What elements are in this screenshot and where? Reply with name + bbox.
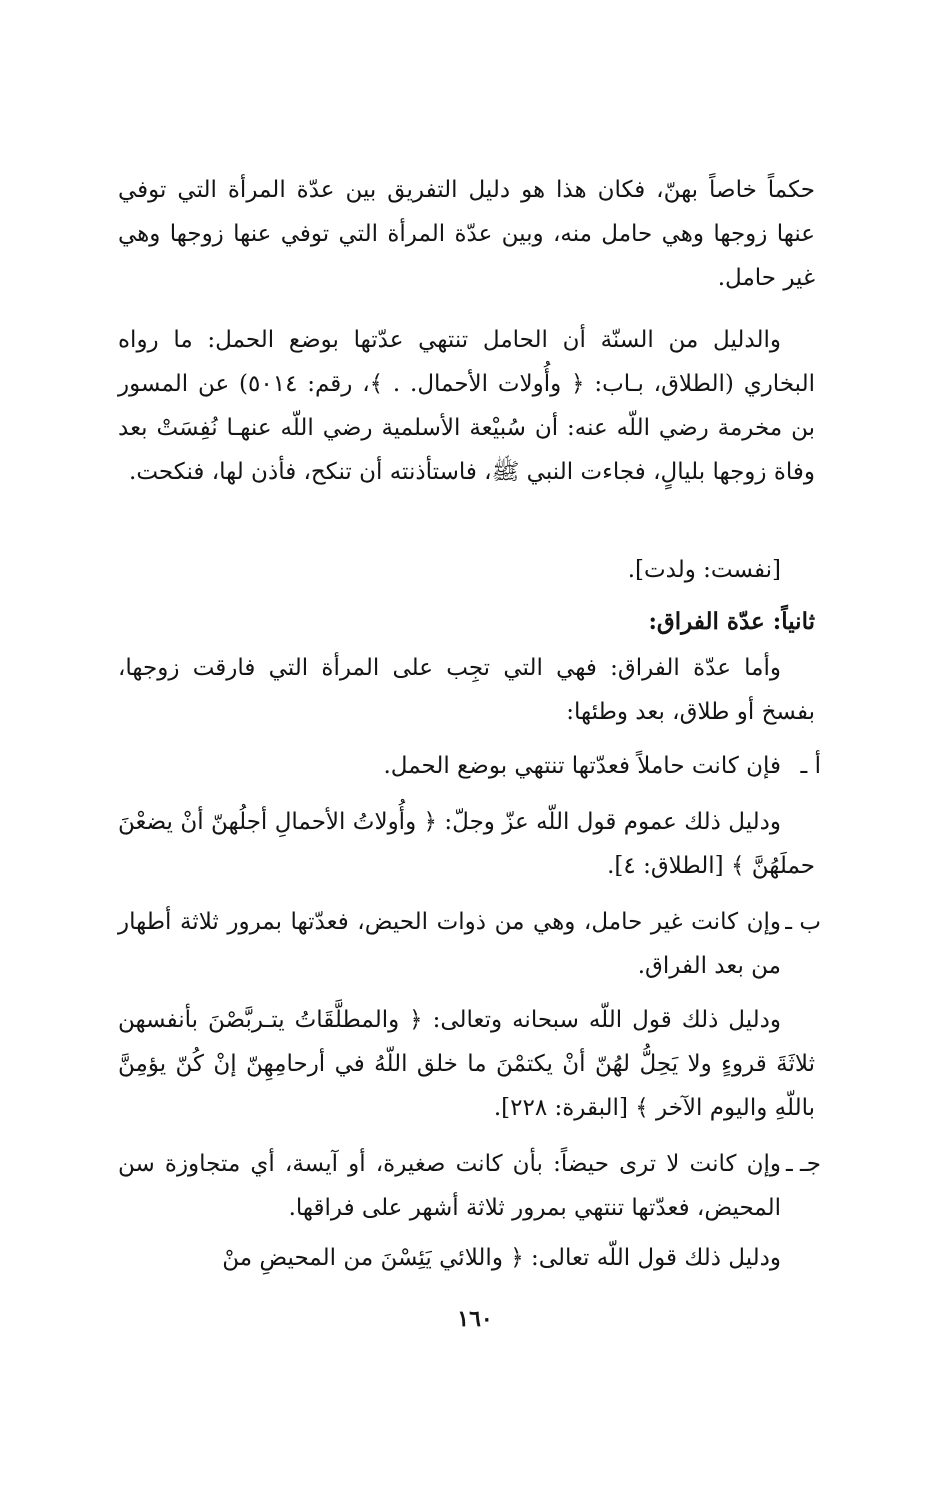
list-item-a	[118, 744, 821, 788]
page-body	[118, 0, 821, 1494]
paragraph-4: وأما عدّة الفراق: فهي التي تجِب على المرأة التي فارقت زوجها، بفسخ أو طلاق، بعد وطئها:	[118, 655, 815, 725]
paragraph-5: ودليل ذلك عموم قول اللّه عزّ وجلّ: ﴿ وأُولاتُ الأحمالِ أجلُهنّ أنْ يضعْنَ حملَهُنَّ ﴾ [الطلاق: ٤].	[118, 809, 815, 879]
list-item-b-text: وإن كانت غير حامل، وهي من ذوات الحيض، فعدّتها بمرور ثلاثة أطهار من بعد الفراق.	[118, 909, 781, 979]
page-number: ١٦٠	[457, 1306, 493, 1332]
list-item-c-text: وإن كانت لا ترى حيضاً: بأن كانت صغيرة، أو آيسة، أي متجاوزة سن المحيض، فعدّتها تنتهي بمرور ثلاثة أشهر على فراقها.	[118, 1151, 781, 1221]
paragraph-7: ودليل ذلك قول اللّه تعالى: ﴿ واللائي يَئِسْنَ من المحيضِ منْ	[222, 1245, 781, 1271]
paragraph-3: [نفست: ولدت].	[627, 557, 781, 583]
paragraph-6: ودليل ذلك قول اللّه سبحانه وتعالى: ﴿ والمطلَّقَاتُ يتـربَّصْنَ بأنفسهن ثلاثَةَ قروءٍ ولا يَحِلُّ لهُنّ أنْ يكتمْنَ ما خلق اللّهُ في أرحامِهِنّ إنْ كُنّ يؤمِنَّ باللّهِ واليوم الآخر ﴾ [البقرة: ٢٢٨].	[118, 1007, 815, 1121]
paragraph-1: حكماً خاصاً بهنّ، فكان هذا هو دليل التفريق بين عدّة المرأة التي توفي عنها زوجها وهي حامل منه، وبين عدّة المرأة التي توفي عنها زوجها وهي غير حامل.	[118, 177, 815, 291]
list-item-c-marker: جـ ـ	[785, 1151, 821, 1177]
list-item-c	[118, 1142, 821, 1230]
paragraph-2: والدليل من السنّة أن الحامل تنتهي عدّتها بوضع الحمل: ما رواه البخاري (الطلاق، بـاب: ﴿ وأُولات الأحمال. . ﴾، رقم: ٥٠١٤) عن المسور بن مخرمة رضي اللّه عنه: أن سُبيْعة الأسلمية رضي اللّه عنهـا نُفِسَتْ بعد وفاة زوجها بليالٍ، فجاءت النبي ﷺ، فاستأذنته أن تنكح، فأذن لها، فنكحت.	[118, 327, 815, 485]
list-item-b-marker: ب ـ	[785, 909, 821, 935]
section-heading: ثانياً: عدّة الفراق:	[648, 608, 815, 635]
list-item-a-text: فإن كانت حاملاً فعدّتها تنتهي بوضع الحمل.	[383, 753, 781, 779]
list-item-b	[118, 900, 821, 988]
list-item-a-marker: أ ـ	[800, 753, 821, 779]
